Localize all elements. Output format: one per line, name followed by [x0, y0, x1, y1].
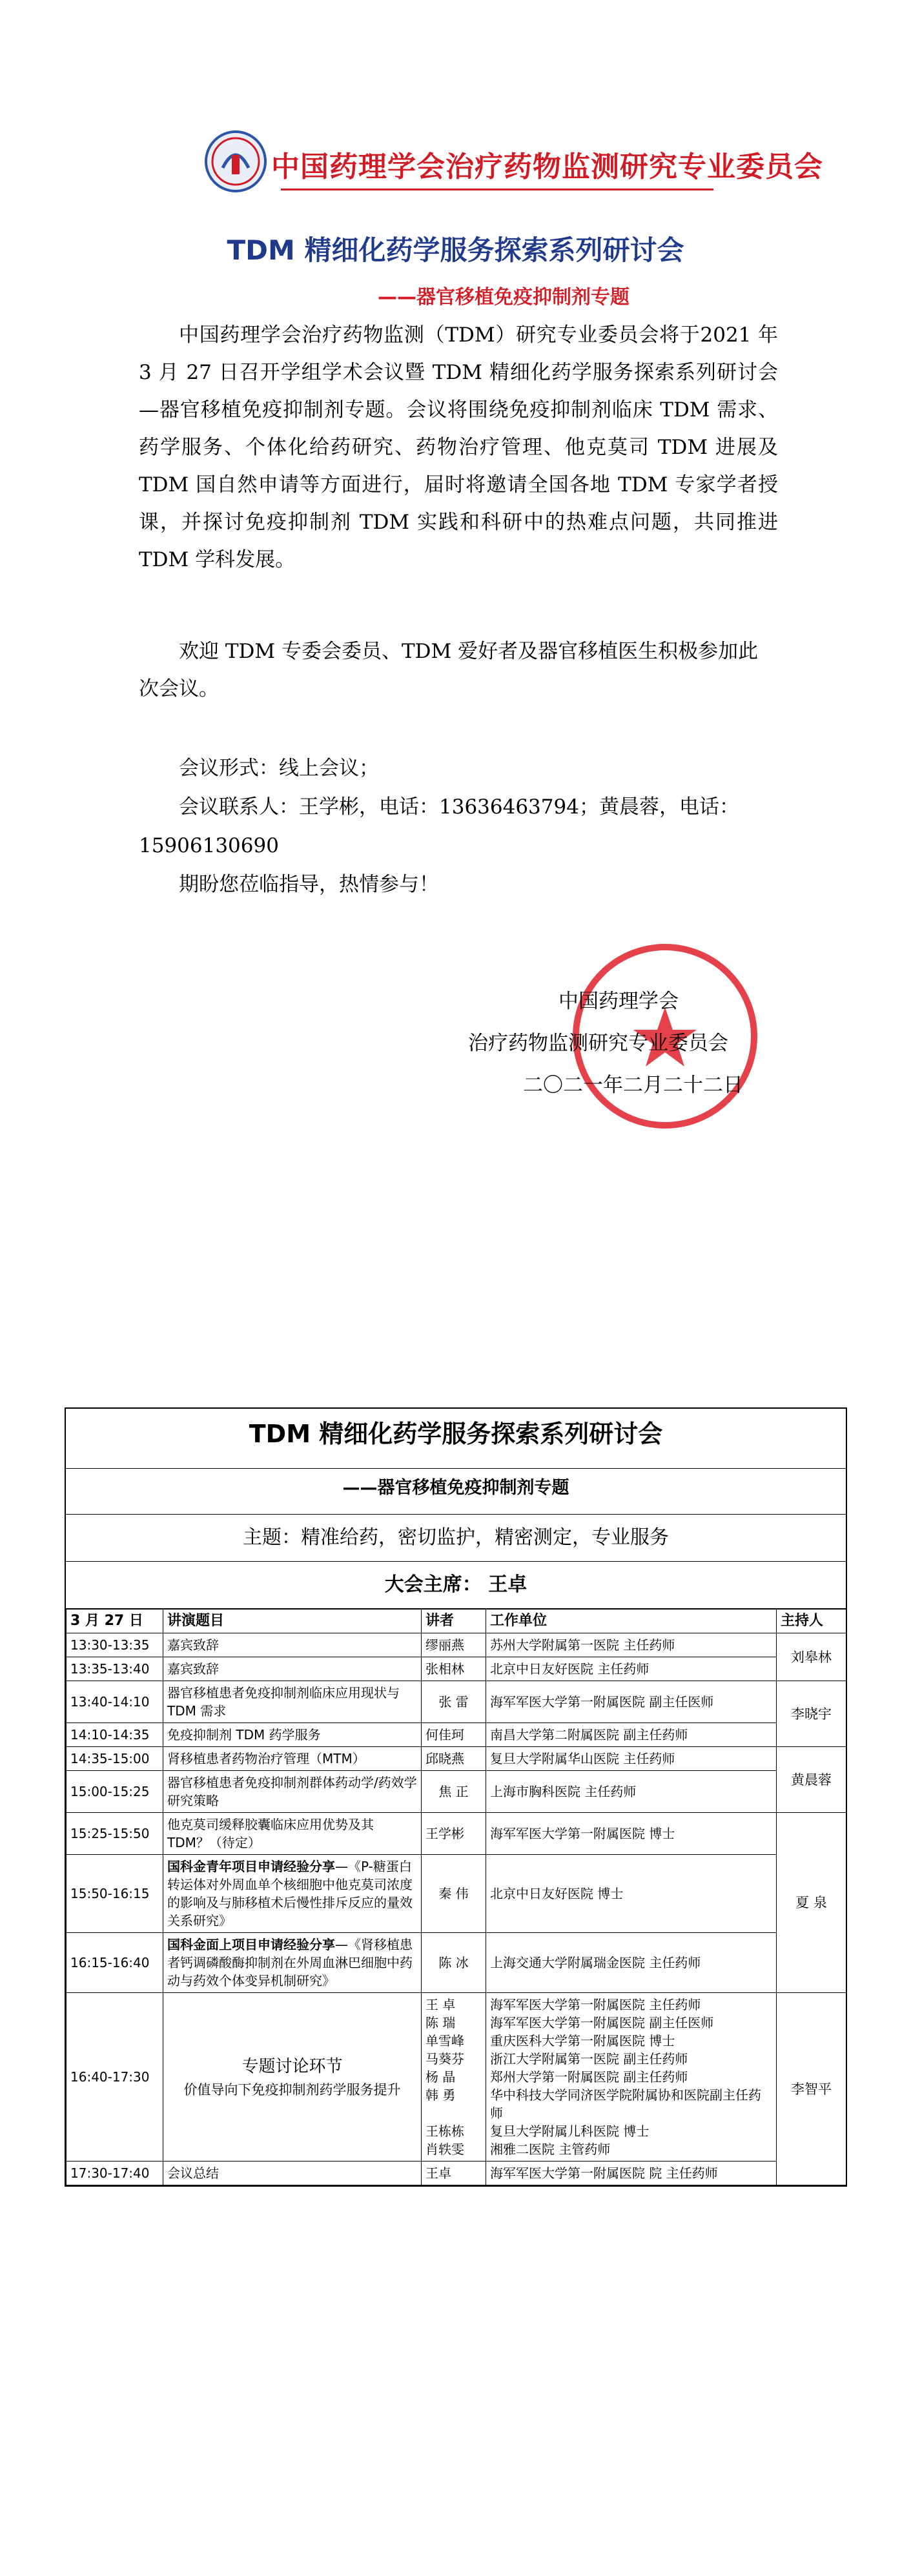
- col-header-unit: 工作单位: [486, 1610, 777, 1633]
- table-row: [67, 1633, 846, 1657]
- col-header-host: 主持人: [777, 1610, 846, 1633]
- signature-org2: 治疗药物监测研究专业委员会: [468, 1032, 728, 1055]
- row-topic-bold: 国科金青年项目申请经验分享: [167, 1859, 335, 1874]
- row-unit: 苏州大学附属第一医院 主任药师: [486, 1633, 777, 1657]
- unit-line: 重庆医科大学第一附属医院 博士: [490, 2033, 675, 2049]
- table-row: [67, 1747, 846, 1771]
- discussion-subtitle: 价值导向下免疫抑制剂药学服务提升: [183, 2082, 401, 2098]
- speaker-name: 马葵芬: [425, 2051, 464, 2067]
- row-time: 14:10-14:35: [67, 1723, 163, 1747]
- table-row: [67, 1813, 846, 1855]
- row-topic: 嘉宾致辞: [163, 1633, 422, 1657]
- signature-date: 二〇二一年二月二十二日: [523, 1074, 743, 1097]
- row-topic-bold: 国科金面上项目申请经验分享: [167, 1937, 335, 1952]
- speaker-name: 陈 瑞: [425, 2015, 456, 2030]
- row-time: 15:50-16:15: [67, 1855, 163, 1933]
- unit-line: 湘雅二医院 主管药师: [490, 2142, 611, 2157]
- row-time: 16:40-17:30: [67, 1993, 163, 2162]
- row-speaker: 缪丽燕: [422, 1633, 486, 1657]
- document-subtitle: ——器官移植免疫抑制剂专题: [378, 286, 630, 309]
- row-topic-rest: —《P-糖蛋白转运体对外周血单个核细胞中他克莫司浓度的影响及与肺移植术后慢性排斥反应的量效关系研究》: [167, 1859, 413, 1928]
- speaker-name: 韩 勇: [425, 2087, 456, 2103]
- col-header-topic: 讲演题目: [163, 1610, 422, 1633]
- row-speaker: 邱晓燕: [422, 1747, 486, 1771]
- unit-line: 郑州大学第一附属医院 副主任药师: [490, 2069, 688, 2085]
- row-unit: 北京中日友好医院 博士: [486, 1855, 777, 1933]
- unit-line: 复旦大学附属儿科医院 博士: [490, 2123, 650, 2139]
- row-time: 13:35-13:40: [67, 1657, 163, 1681]
- row-unit: 海军军医大学第一附属医院 院 主任药师: [486, 2162, 777, 2185]
- row-speaker: 秦 伟: [422, 1855, 486, 1933]
- unit-line: 华中科技大学同济医学院附属协和医院副主任药师: [490, 2087, 761, 2121]
- row-units: [486, 1993, 777, 2162]
- unit-line: 海军军医大学第一附属医院 主任药师: [490, 1997, 701, 2012]
- row-time: 17:30-17:40: [67, 2162, 163, 2185]
- row-speaker: 陈 冰: [422, 1933, 486, 1993]
- row-unit: 复旦大学附属华山医院 主任药师: [486, 1747, 777, 1771]
- row-speaker: 何佳珂: [422, 1723, 486, 1747]
- host-cell: 刘皋林: [777, 1633, 846, 1681]
- row-topic: 他克莫司缓释胶囊临床应用优势及其 TDM？（待定）: [163, 1813, 422, 1855]
- row-topic: 肾移植患者药物治疗管理（MTM）: [163, 1747, 422, 1771]
- welcome-paragraph: 欢迎 TDM 专委会委员、TDM 爱好者及器官移植医生积极参加此次会议。: [139, 640, 759, 700]
- row-speaker: 王学彬: [422, 1813, 486, 1855]
- logo-underline: [281, 189, 713, 190]
- table-row: [67, 1657, 846, 1681]
- table-row: [67, 1855, 846, 1933]
- schedule-chair: 大会主席： 王卓: [66, 1562, 846, 1609]
- closing-remark: 期盼您莅临指导，热情参与！: [179, 873, 439, 896]
- host-cell: 黄晨蓉: [777, 1747, 846, 1813]
- meeting-format: 会议形式：线上会议；: [179, 757, 379, 780]
- row-speaker: 王卓: [422, 2162, 486, 2185]
- row-time: 15:25-15:50: [67, 1813, 163, 1855]
- schedule-title: TDM 精细化药学服务探索系列研讨会: [66, 1409, 846, 1469]
- row-time: 13:30-13:35: [67, 1633, 163, 1657]
- signature-org1: 中国药理学会: [558, 990, 679, 1013]
- discussion-title: 专题讨论环节: [241, 2057, 343, 2076]
- row-time: 14:35-15:00: [67, 1747, 163, 1771]
- meeting-contact-phone: 15906130690: [139, 834, 279, 857]
- row-time: 16:15-16:40: [67, 1933, 163, 1993]
- speaker-name: 杨 晶: [425, 2069, 456, 2085]
- meeting-info: [139, 749, 778, 904]
- schedule-theme: 主题：精准给药，密切监护，精密测定，专业服务: [66, 1515, 846, 1562]
- row-topic: 器官移植患者免疫抑制剂群体药动学/药效学研究策略: [163, 1771, 422, 1813]
- speaker-name: 肖轶雯: [425, 2142, 464, 2157]
- table-row: [67, 1933, 846, 1993]
- row-unit: 上海交通大学附属瑞金医院 主任药师: [486, 1933, 777, 1993]
- col-header-speaker: 讲者: [422, 1610, 486, 1633]
- row-topic: [163, 1855, 422, 1933]
- meeting-contact: 会议联系人：王学彬，电话：13636463794；黄晨蓉，电话：: [179, 795, 739, 819]
- row-unit: 上海市胸科医院 主任药师: [486, 1771, 777, 1813]
- unit-line: 海军军医大学第一附属医院 副主任医师: [490, 2015, 714, 2030]
- org-emblem-icon: [203, 129, 268, 194]
- org-logo: [203, 129, 823, 200]
- schedule-subtitle: ——器官移植免疫抑制剂专题: [66, 1469, 846, 1515]
- row-topic: 免疫抑制剂 TDM 药学服务: [163, 1723, 422, 1747]
- row-topic: 会议总结: [163, 2162, 422, 2185]
- document-title: TDM 精细化药学服务探索系列研讨会: [227, 234, 684, 266]
- host-cell: 李晓宇: [777, 1681, 846, 1747]
- table-row: [67, 2162, 846, 2185]
- speaker-name: 王 卓: [425, 1997, 456, 2012]
- row-unit: 南昌大学第二附属医院 副主任药师: [486, 1723, 777, 1747]
- table-header-row: [67, 1610, 846, 1633]
- table-row: [67, 1723, 846, 1747]
- row-time: 15:00-15:25: [67, 1771, 163, 1813]
- speaker-name: 王栋栋: [425, 2123, 464, 2139]
- table-row-discussion: [67, 1993, 846, 2162]
- row-unit: 海军军医大学第一附属医院 博士: [486, 1813, 777, 1855]
- row-speaker: 焦 正: [422, 1771, 486, 1813]
- row-unit: 北京中日友好医院 主任药师: [486, 1657, 777, 1681]
- row-speaker: 张 雷: [422, 1681, 486, 1723]
- row-unit: 海军军医大学第一附属医院 副主任医师: [486, 1681, 777, 1723]
- row-topic: [163, 1933, 422, 1993]
- schedule-grid: [66, 1609, 846, 2185]
- row-topic: [163, 1993, 422, 2162]
- row-topic-rest: —《肾移植患者钙调磷酸酶抑制剂在外周血淋巴细胞中药动与药效个体变异机制研究》: [167, 1937, 413, 1988]
- host-cell: 夏 泉: [777, 1813, 846, 1993]
- row-speaker: 张相林: [422, 1657, 486, 1681]
- speaker-name: [425, 2104, 482, 2122]
- schedule-table: [65, 1407, 847, 2187]
- table-row: [67, 1681, 846, 1723]
- row-topic: 嘉宾致辞: [163, 1657, 422, 1681]
- unit-line: 浙江大学附属第一医院 副主任药师: [490, 2051, 688, 2067]
- speaker-name: 单雪峰: [425, 2033, 464, 2049]
- host-cell: 李智平: [777, 1993, 846, 2185]
- col-header-date: 3 月 27 日: [67, 1610, 163, 1633]
- row-time: 13:40-14:10: [67, 1681, 163, 1723]
- intro-paragraph: 中国药理学会治疗药物监测（TDM）研究专业委员会将于2021 年 3 月 27 日召开学组学术会议暨 TDM 精细化药学服务探索系列研讨会—器官移植免疫抑制剂专题。会议将围绕免疫抑制剂临床 TDM 需求、药学服务、个体化给药研究、药物治疗管理、他克莫司 TDM 进展及 TDM 国自然申请等方面进行，届时将邀请全国各地 TDM 专家学者授课，并探讨免疫抑制剂 TDM 实践和科研中的热难点问题，共同推进 TDM 学科发展。: [139, 323, 778, 571]
- row-topic: 器官移植患者免疫抑制剂临床应用现状与 TDM 需求: [163, 1681, 422, 1723]
- table-row: [67, 1771, 846, 1813]
- org-logo-text: 中国药理学会治疗药物监测研究专业委员会: [271, 150, 823, 183]
- row-speakers: [422, 1993, 486, 2162]
